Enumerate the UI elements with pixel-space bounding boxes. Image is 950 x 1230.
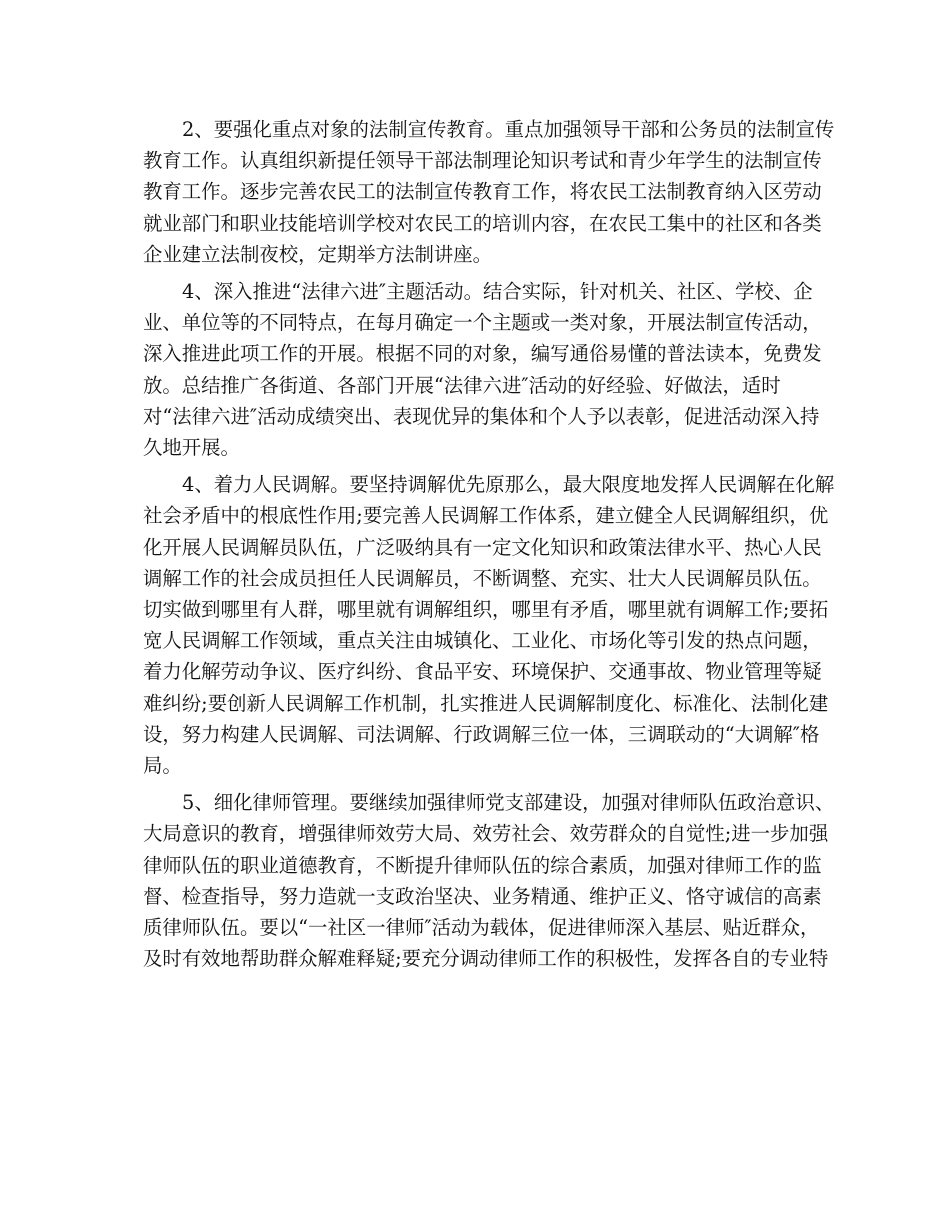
paragraph-line: 切实做到哪里有人群，哪里就有调解组织，哪里有矛盾，哪里就有调解工作;要拓 (143, 598, 829, 622)
paragraph-line: 宽人民调解工作领域，重点关注由城镇化、工业化、市场化等引发的热点问题， (143, 629, 822, 653)
paragraph-people-mediation (143, 469, 835, 781)
paragraph-line: 教育工作。逐步完善农民工的法制宣传教育工作，将农民工法制教育纳入区劳动 (143, 180, 822, 204)
paragraph-line: 大局意识的教育，增强律师效劳大局、效劳社会、效劳群众的自觉性;进一步加强 (143, 822, 829, 846)
paragraph-line: 难纠纷;要创新人民调解工作机制，扎实推进人民调解制度化、标准化、法制化建 (143, 691, 829, 715)
paragraph-line: 企业建立法制夜校，定期举方法制讲座。 (143, 242, 493, 266)
paragraph-line: 及时有效地帮助群众解难释疑;要充分调动律师工作的积极性，发挥各自的专业特 (143, 947, 829, 971)
paragraph-line: 就业部门和职业技能培训学校对农民工的培训内容，在农民工集中的社区和各类 (143, 211, 822, 235)
paragraph-line: 放。总结推广各街道、各部门开展“法律六进″活动的好经验、好做法，适时 (143, 373, 781, 397)
paragraph-line: 久地开展。 (143, 436, 240, 460)
paragraph-line: 深入推进此项工作的开展。根据不同的对象，编写通俗易懂的普法读本，免费发 (143, 342, 822, 366)
document-body (143, 114, 835, 980)
paragraph-line: 2、要强化重点对象的法制宣传教育。重点加强领导干部和公务员的法制宣传 (182, 118, 835, 141)
paragraph-line: 业、单位等的不同特点，在每月确定一个主题或一类对象，开展法制宣传活动， (143, 311, 822, 335)
paragraph-line: 局。 (143, 754, 182, 778)
paragraph-line: 设，努力构建人民调解、司法调解、行政调解三位一体，三调联动的“大调解″格 (143, 722, 820, 746)
paragraph-line: 调解工作的社会成员担任人民调解员，不断调整、充实、壮大人民调解员队伍。 (143, 566, 822, 590)
paragraph-line: 化开展人民调解员队伍，广泛吸纳具有一定文化知识和政策法律水平、热心人民 (143, 535, 822, 559)
paragraph-line: 对“法律六进″活动成绩突出、表现优异的集体和个人予以表彰，促进活动深入持 (143, 404, 820, 428)
paragraph-line: 4、深入推进“法律六进″主题活动。结合实际，针对机关、社区、学校、企 (182, 280, 813, 304)
paragraph-line: 质律师队伍。要以“一社区一律师″活动为载体，促进律师深入基层、贴近群众， (143, 916, 820, 940)
paragraph-line: 督、检查指导，努力造就一支政治坚决、业务精通、维护正义、恪守诚信的高素 (143, 884, 822, 908)
paragraph-line: 教育工作。认真组织新提任领导干部法制理论知识考试和青少年学生的法制宣传 (143, 149, 822, 173)
paragraph-law-six-entries (143, 276, 822, 463)
paragraph-line: 5、细化律师管理。要继续加强律师党支部建设，加强对律师队伍政治意识、 (182, 791, 835, 815)
paragraph-line: 律师队伍的职业道德教育，不断提升律师队伍的综合素质，加强对律师工作的监 (143, 853, 822, 877)
paragraph-legal-education-key-targets (143, 114, 835, 270)
paragraph-line: 着力化解劳动争议、医疗纠纷、食品平安、环境保护、交通事故、物业管理等疑 (143, 660, 822, 684)
paragraph-lawyer-management (143, 787, 835, 974)
paragraph-line: 社会矛盾中的根底性作用;要完善人民调解工作体系，建立健全人民调解组织，优 (143, 504, 829, 528)
paragraph-line: 4、着力人民调解。要坚持调解优先原那么，最大限度地发挥人民调解在化解 (182, 473, 835, 497)
